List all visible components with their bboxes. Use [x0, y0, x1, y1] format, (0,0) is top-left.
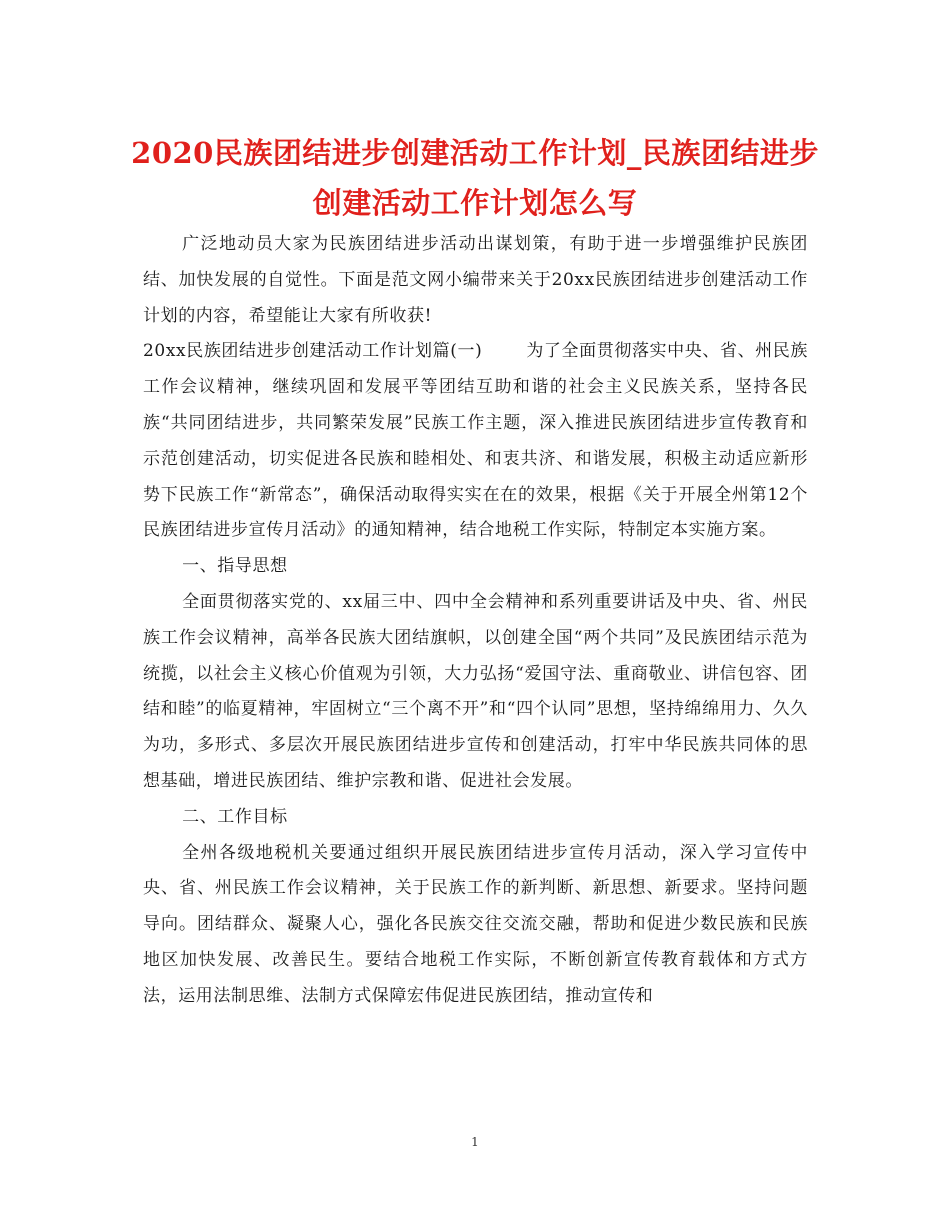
document-body: [143, 227, 808, 1015]
heading-guiding-thought: 一、指导思想: [182, 556, 288, 577]
section-paragraph: [143, 334, 808, 549]
intro-paragraph: 广泛地动员大家为民族团结进步活动出谋划策，有助于进一步增强维护民族团结、加快发展的自觉性。下面是范文网小编带来关于20xx民族团结进步创建活动工作计划的内容，希望能让大家有所收获!: [143, 234, 808, 326]
section-heading: 20xx民族团结进步创建活动工作计划篇(一): [143, 341, 483, 362]
guiding-thought-paragraph: 全面贯彻落实党的、xx届三中、四中全会精神和系列重要讲话及中央、省、州民族工作会议精神，高举各民族大团结旗帜，以创建全国“两个共同”及民族团结示范为统揽，以社会主义核心价值观为引领，大力弘扬“爱国守法、重商敬业、讲信包容、团结和睦”的临夏精神，牢固树立“三个离不开”和“四个认同”思想，坚持绵绵用力、久久为功，多形式、多层次开展民族团结进步宣传和创建活动，打牢中华民族共同体的思想基础，增进民族团结、维护宗教和谐、促进社会发展。: [143, 591, 808, 791]
section-intro-text: 为了全面贯彻落实中央、省、州民族工作会议精神，继续巩固和发展平等团结互助和谐的社会主义民族关系，坚持各民族“共同团结进步，共同繁荣发展”民族工作主题，深入推进民族团结进步宣传教育和示范创建活动，切实促进各民族和睦相处、和衷共济、和谐发展，积极主动适应新形势下民族工作“新常态”，确保活动取得实实在在的效果，根据《关于开展全州第12个民族团结进步宣传月活动》的通知精神，结合地税工作实际，特制定本实施方案。: [143, 341, 808, 541]
work-goals-paragraph: 全州各级地税机关要通过组织开展民族团结进步宣传月活动，深入学习宣传中央、省、州民族工作会议精神，关于民族工作的新判断、新思想、新要求。坚持问题导向。团结群众、凝聚人心，强化各民族交往交流交融，帮助和促进少数民族和民族地区加快发展、改善民生。要结合地税工作实际，不断创新宣传教育载体和方式方法，运用法制思维、法制方式保障宏伟促进民族团结，推动宣传和: [143, 842, 808, 1006]
document-title: 2020民族团结进步创建活动工作计划_民族团结进步创建活动工作计划怎么写: [131, 136, 819, 220]
heading-work-goals: 二、工作目标: [182, 806, 288, 827]
page-number: 1: [471, 1135, 479, 1149]
